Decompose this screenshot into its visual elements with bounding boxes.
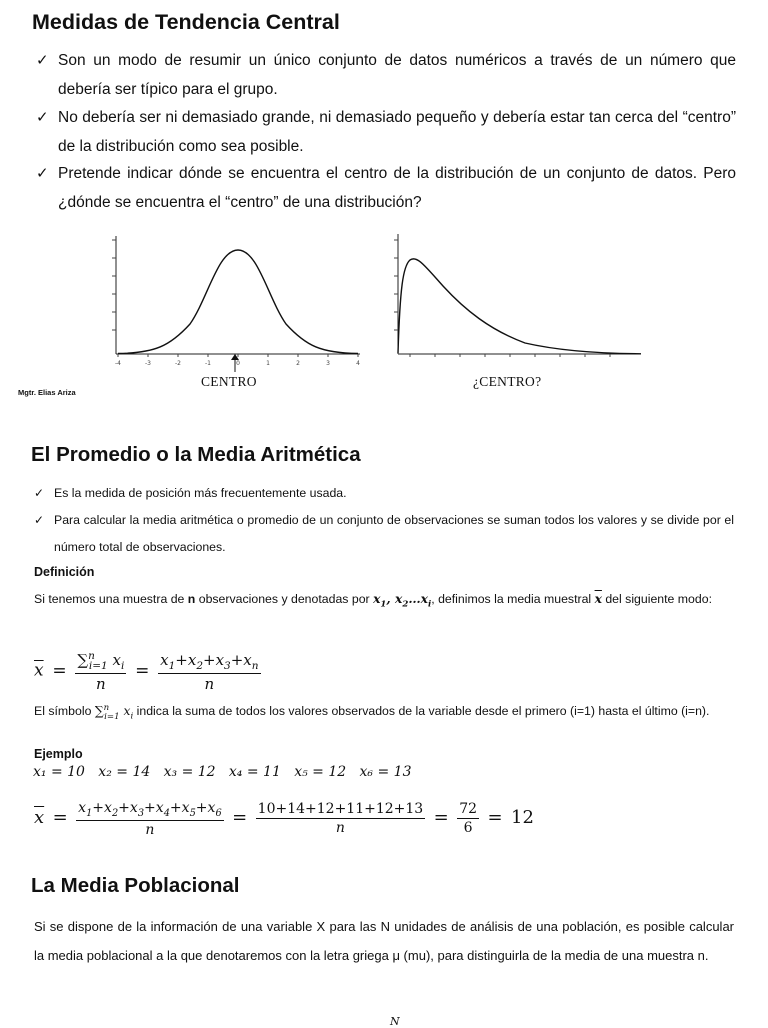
check-icon: ✓ <box>34 486 45 500</box>
definition-text <box>34 586 734 618</box>
bullet-item-1 <box>36 47 736 104</box>
section-title-media-poblacional: La Media Poblacional <box>31 874 240 897</box>
example-values: x₁ = 10 x₂ = 14 x₃ = 12 x₄ = 11 x₅ = 12 x₆ = 13 <box>33 764 412 780</box>
x-tick-label: 1 <box>266 360 270 367</box>
bullet-text: No debería ser ni demasiado grande, ni demasiado pequeño y debería estar tan cerca del “centro” de la distribución como sea posible. <box>58 109 736 155</box>
bell-curve <box>118 250 358 354</box>
x-tick-label: 3 <box>326 360 330 367</box>
example-heading: Ejemplo <box>34 747 83 761</box>
x-tick-label: -2 <box>175 360 181 367</box>
definition-text-b: observaciones y denotadas por <box>195 592 374 606</box>
symbol-text-b: indica la suma de todos los valores observados de la variable desde el primero (i=1) hasta el último (i=n). <box>133 704 710 719</box>
check-icon: ✓ <box>34 513 45 527</box>
x-tick-label: 4 <box>356 360 360 367</box>
example-num: 72 <box>459 801 478 818</box>
x-tick-label: -3 <box>145 360 151 367</box>
x-tick-label: 2 <box>296 360 300 367</box>
example-den: 6 <box>463 820 473 837</box>
bullet-text: Es la medida de posición más frecuentemente usada. <box>54 486 347 500</box>
bullet-text: Pretende indicar dónde se encuentra el centro de la distribución de un conjunto de datos. Pero ¿dónde se encuentra el “centro” de una distribución? <box>58 165 736 211</box>
caption-centro: CENTRO <box>201 374 257 389</box>
bullet-item-4 <box>34 480 734 507</box>
section-title-promedio: El Promedio o la Media Aritmética <box>31 443 361 466</box>
figure-normal-distribution <box>100 228 370 373</box>
author-label: Mgtr. Elias Ariza <box>18 388 76 397</box>
example-result: 12 <box>511 806 534 828</box>
definition-variables: $x_1$, $x_2\dots x_i$ <box>373 591 432 610</box>
check-icon: ✓ <box>36 165 49 182</box>
definition-heading: Definición <box>34 565 95 579</box>
figure-skewed-distribution <box>385 228 645 368</box>
sum-symbol: ∑$^n_{i=1}$ $x_i$ <box>94 703 134 722</box>
sum-upper-limit: N <box>390 1015 400 1028</box>
caption-centro-question: ¿CENTRO? <box>473 374 542 389</box>
definition-text-d: del siguiente modo: <box>601 592 712 606</box>
bullet-text: Para calcular la media aritmética o promedio de un conjunto de observaciones se suman todos los valores y se divide por el número total de observaciones. <box>54 513 734 554</box>
x-tick-label: -1 <box>205 360 211 367</box>
definition-xbar: $\overline{x}$ <box>594 591 602 606</box>
example-mean-formula: $\overline{x}$ = $\frac{x_1+x_2+x_3+x_4+x_5+x_6}{n}$ = $\frac{10+14+12+11+12+13}{n}$ = $\frac{72}{6}$ = 12 <box>34 800 534 838</box>
check-icon: ✓ <box>36 52 49 69</box>
y-axis-ticks <box>394 240 398 330</box>
bullet-item-3 <box>36 160 736 217</box>
bullet-text: Son un modo de resumir un único conjunto de datos numéricos a través de un número que debería ser típico para el grupo. <box>58 52 736 98</box>
y-axis-ticks <box>112 240 116 330</box>
definition-n: n <box>187 592 196 606</box>
sample-mean-formula: $\overline{x}$ = $\frac{\sum^n_{i=1} x_i}{n}$ = $\frac{x_1+x_2+x_3+x_n}{n}$ <box>34 650 259 693</box>
x-tick-label: -4 <box>115 360 121 367</box>
population-mean-text: Si se dispone de la información de una variable X para las N unidades de análisis de una población, es posible calcular la media poblacional a la que denotaremos con la letra griega μ (mu), para distinguirla de la media de una muestra n. <box>34 919 734 963</box>
section-title-tendencia-central: Medidas de Tendencia Central <box>32 10 340 34</box>
x-tick-label: 0 <box>236 360 240 367</box>
bullet-item-5 <box>34 507 734 560</box>
definition-text-a: Si tenemos una muestra de <box>34 592 188 606</box>
example-sum: 10+14+12+11+12+13 <box>257 801 424 818</box>
check-icon: ✓ <box>36 109 49 126</box>
bullet-item-2 <box>36 104 736 161</box>
x-tick-labels <box>115 360 360 367</box>
skewed-curve <box>398 259 641 354</box>
definition-text-c: , definimos la media muestral <box>431 592 595 606</box>
symbol-explanation <box>34 695 734 730</box>
symbol-text-a: El símbolo <box>34 704 95 719</box>
